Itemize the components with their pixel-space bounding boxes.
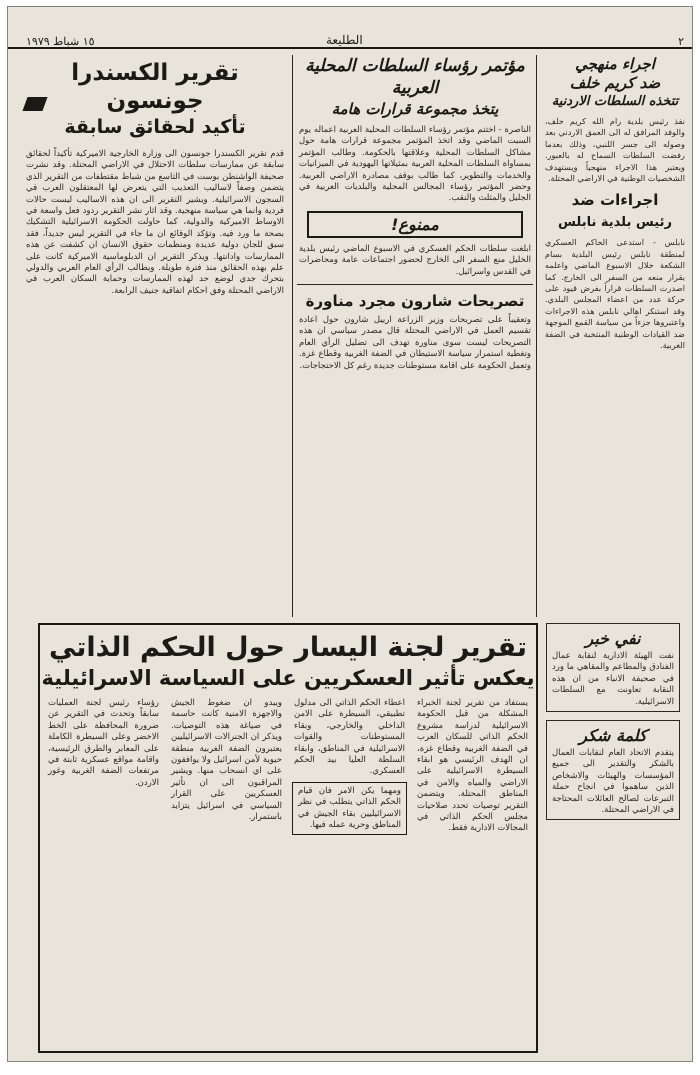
right-column [536, 55, 687, 617]
sharon-body: وتعقيباً على تصريحات وزير الزراعة ارييل شارون حول اعادة تقسيم العمل في الاراضي المحتلة قال مصدر سياسي ان هذه التصريحات ليست سوى مناورة تهدف الى تضليل الرأي العام وتغطية استمرار سياسة الاستيطان في الضفة الغربية وقطاع غزة. وتعمل الحكومة على اقامة مستوطنات جديدة رغم كل الاحتجاجات. [299, 315, 531, 371]
denial-body: نفت الهيئة الادارية لنقابة عمال الفنادق والمطاعم والمقاهي ما ورد في صحيفة الانباء من ان هذه النقابة تعاونت مع السلطات الاسرائيلية. [552, 651, 674, 707]
middle-headline: مؤتمر رؤساء السلطات المحلية العربية [305, 56, 525, 98]
side-boxes [546, 623, 680, 1053]
right-subheadline-2: تتخذه السلطات الاردنية [551, 94, 679, 109]
bottom-headline: تقرير لجنة اليسار حول الحكم الذاتي [48, 632, 528, 663]
left-body: قدم تقرير الكسندرا جونسون الى وزارة الخارجية الاميركية تأكيداً لحقائق سابقة عن ممارسات سلطات الاحتلال في الاراضي المحتلة. وقد نشرت صحيفة الواشنطن بوست في التاسع من شباط مقتطفات من التقرير الذي يتضمن وصفاً لاساليب التعذيب التي يتعرض لها المعتقلون العرب في السجون الاسرائيلية. ويشير التقرير الى ان هذه الاساليب ليست حالات فردية وانما هي سياسة منهجية. وقد اثار نشر التقرير ردود فعل واسعة في الاوساط الاميركية والدولية، كما حاولت الحكومة الاسرائيلية التشكيك بصحة ما ورد فيه. وتؤكد الوقائع ان ما جاء في التقرير ليس جديداً، فقد سبق للجان دولية عديدة ومنظمات حقوق الانسان ان كشفت عن هذه الممارسات وادانتها. ويذكر التقرير ان الدبلوماسية الاميركية كانت على علم بهذه الحقائق منذ فترة طويلة. ويطالب الرأي العام العربي والدولي بتحرك جدي لوضع حد لهذه الممارسات وحماية السكان العرب في الاراضي المحتلة وفق احكام اتفاقية جنيف الرابعة. [26, 149, 284, 296]
right-body-1: نفذ رئيس بلدية رام الله كريم خلف، والوفد المرافق له الى العمق الاردني بعد وصوله الى جسر اللنبي، وذلك بعدما رفضت السلطات السماح له بالعبور. ويعتبر هذا الاجراء منهجياً ويستهدف الشخصيات الوطنية في الاراضي المحتلة. [545, 116, 685, 184]
bottom-subheadline: يعكس تأثير العسكريين على السياسة الاسرائيلية [41, 666, 535, 690]
middle-body: الناصرة - اختتم مؤتمر رؤساء السلطات المحلية العربية اعماله يوم السبت الماضي وقد اتخذ المؤتمر مجموعة قرارات هامة حول مشاكل السلطات المحلية وعلاقتها بالحكومة. وطالب المؤتمر بمساواة السلطات المحلية العربية بمثيلاتها اليهودية في الميزانيات والخدمات والتطوير، كما طالب بوقف مصادرة الاراضي العربية. وحضر المؤتمر رؤساء المجالس المحلية والبلديات العربية في الجليل والمثلث والنقب. [299, 125, 531, 204]
bottom-col-3-text: ويبدو ان ضغوط الجيش والاجهزة الامنية كانت حاسمة في صياغة هذه التوصيات. ويذكر ان الجنرالات الاسرائيليين يعتبرون الضفة الغربية منطقة حيوية لأمن اسرائيل ولا يوافقون على اي انسحاب منها. ويشير المراقبون الى ان تأثير العسكريين على القرار السياسي في اسرائيل يتزايد باستمرار. [171, 698, 282, 823]
bottom-col-4-text: رؤساء رئيس لجنة العمليات سابقاً وتحدث في التقرير عن ضرورة المحافظة على الخط الاخضر وعلى السيطرة الكاملة على المعابر والطرق الرئيسية، واقامة مواقع عسكرية ثابتة في مرتفعات الضفة الغربية وغور الاردن. [48, 698, 159, 788]
left-headline: تقرير الكسندرا جونسون [71, 60, 239, 114]
thanks-title: كلمة شكر [579, 726, 647, 746]
page-number: ٢ [678, 35, 684, 48]
left-subheadline: تأكيد لحقائق سابقة [64, 116, 246, 138]
bottom-col-4 [46, 698, 161, 1028]
nablus-subheadline: رئيس بلدية نابلس [558, 215, 672, 231]
issue-date: ١٥ شباط ١٩٧٩ [26, 35, 95, 48]
newspaper-page [7, 6, 693, 1062]
denial-box [546, 623, 680, 712]
bottom-col-1 [415, 698, 530, 1028]
bottom-inset-text: ومهما يكن الامر فان قيام الحكم الذاتي يتطلب في نظر الاسرائيليين بقاء الجيش في المناطق وحرية عمله فيها. [298, 785, 401, 831]
forbidden-box-body: ابلغت سلطات الحكم العسكري في الاسبوع الماضي رئيس بلدية الخليل منع السفر الى الخارج لحضور اجتماعات عامة ومحاضرات في القدس واسرائيل. [299, 243, 531, 277]
middle-article [292, 55, 533, 617]
thanks-box [546, 720, 680, 820]
bottom-col-2-text: اعطاء الحكم الذاتي الى مدلول تطبيقي، السيطرة على الامن الداخلي والخارجي، وبقاء المستوطنات والقوات الاسرائيلية في المناطق، وابقاء السلطة العليا بيد الحكم العسكري. [294, 698, 405, 777]
sharon-headline: تصريحات شارون مجرد مناورة [305, 292, 525, 311]
bottom-columns [40, 698, 536, 1028]
right-body-2: نابلس - استدعى الحاكم العسكري لمنطقة نابلس رئيس البلدية بسام الشكعة خلال الاسبوع الماضي واعلمه بقرار منعه من السفر الى الخارج. كما اصدرت السلطات قراراً بفرض قيود على حركة عدد من اعضاء المجلس البلدي. وقد استنكر اهالي نابلس هذه الاجراءات واعتبروها جزءاً من سياسة القمع الموجهة ضد القيادات الوطنية المنتخبة في الضفة الغربية. [545, 237, 685, 351]
forbidden-box-title: ممنوع! [307, 211, 523, 238]
right-subheadline-1: ضد كريم خلف [569, 74, 661, 92]
nablus-headline: اجراءات ضد [571, 191, 659, 210]
thanks-body: يتقدم الاتحاد العام لنقابات العمال بالشكر والتقدير الى جميع المؤسسات والهيئات والاشخاص الذين ساهموا في انجاح حملة التبرعات لصالح العائلات المحتاجة في الاراضي المحتلة. [552, 748, 674, 816]
bottom-article [38, 623, 538, 1053]
page-header [8, 7, 692, 49]
left-article [24, 55, 286, 617]
bottom-col-2 [292, 698, 407, 1028]
divider [297, 284, 533, 285]
right-headline: اجراء منهجي [575, 55, 655, 73]
paper-name: الطليعة [326, 33, 363, 47]
bottom-col-3 [169, 698, 284, 1028]
denial-title: نفي خبر [585, 629, 641, 648]
middle-subheadline: يتخذ مجموعة قرارات هامة [331, 100, 499, 118]
bottom-inset [292, 782, 407, 836]
bottom-col-1-text: يستفاد من تقرير لجنة الخبراء المشكلة من قبل الحكومة الاسرائيلية لدراسة مشروع الحكم الذاتي للسكان العرب في الضفة الغربية وقطاع غزة، ان الهدف الرئيسي هو ابقاء السيطرة الاسرائيلية على الاراضي والمياه والامن في المناطق المحتلة. ويتضمن التقرير توصيات تحدد صلاحيات مجلس الحكم الذاتي في المجالات الادارية فقط. [417, 698, 528, 834]
